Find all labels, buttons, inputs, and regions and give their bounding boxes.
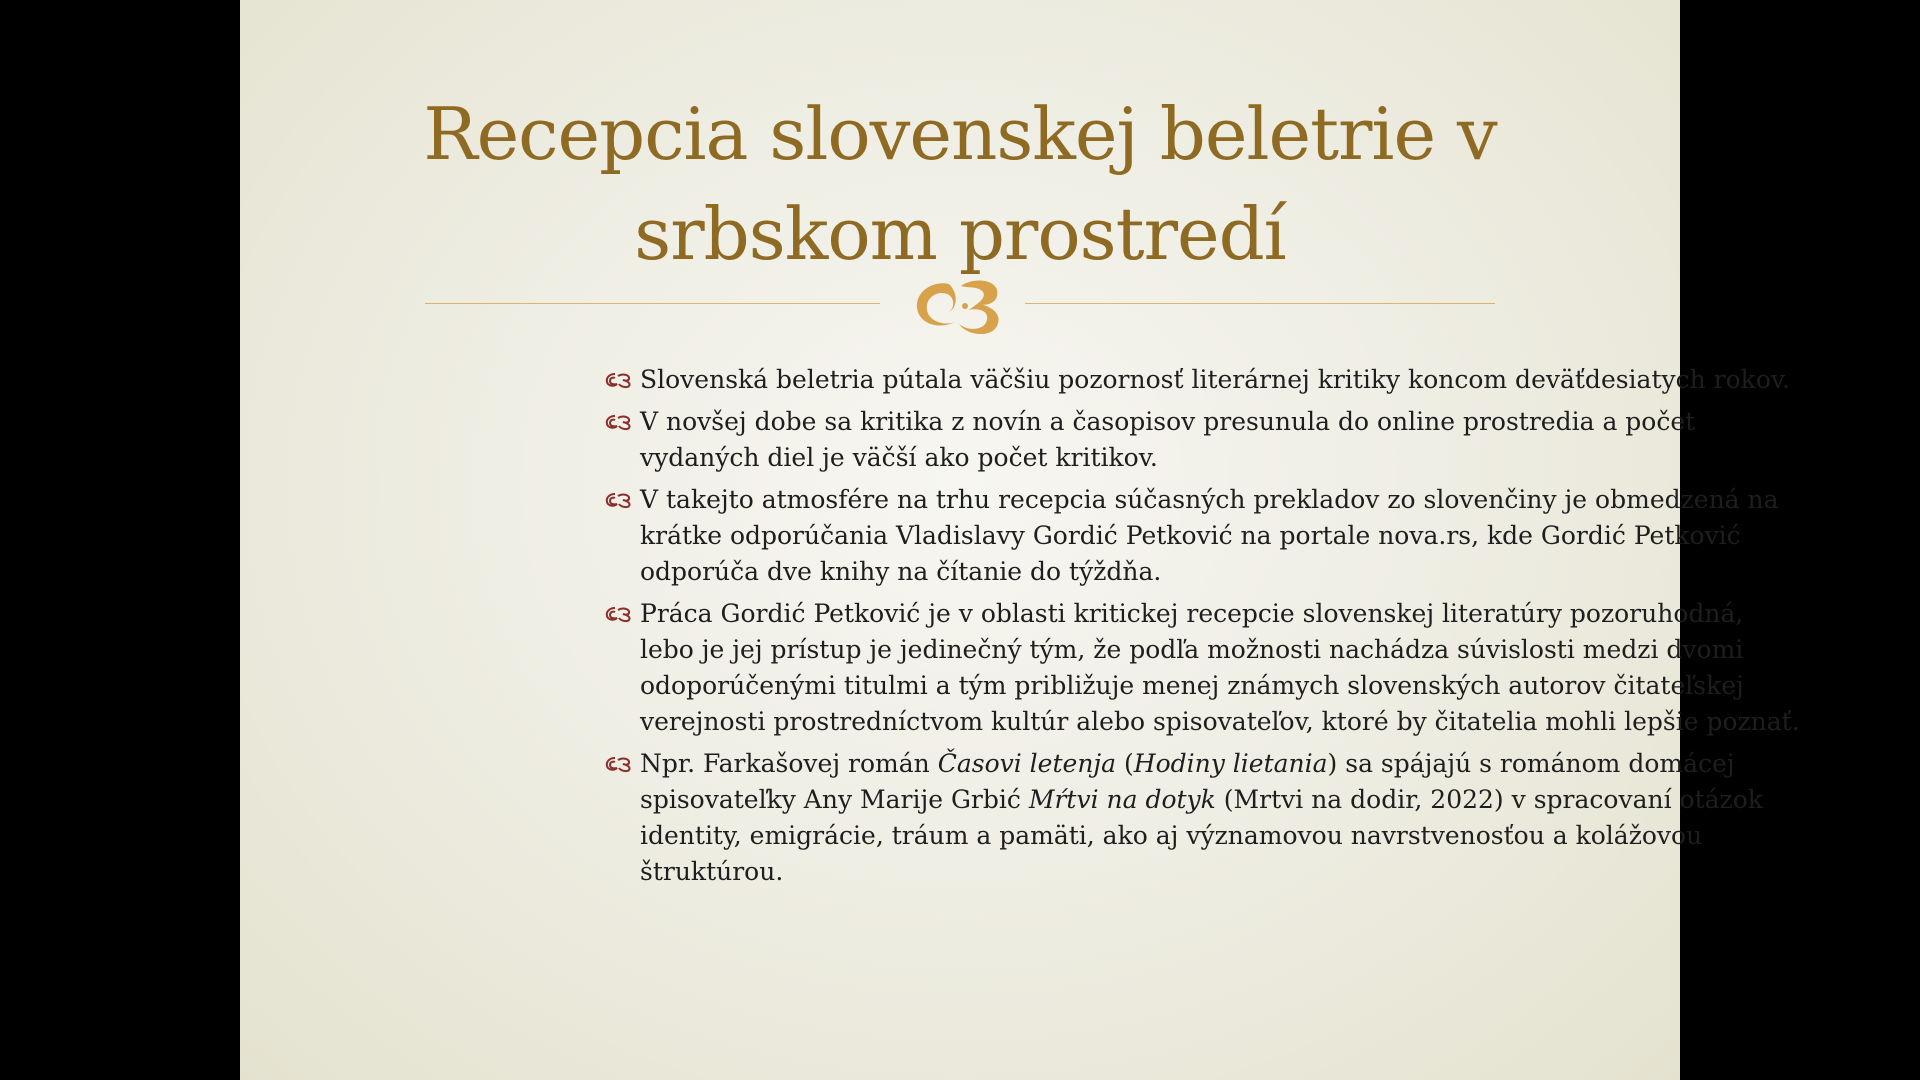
bullet-text-5-italic-2: Hodiny lietania xyxy=(1133,749,1328,778)
ornament-flourish-icon xyxy=(905,270,1015,340)
slide xyxy=(240,0,1800,1080)
bullet-text-1: Slovenská beletria pútala väčšiu pozornosť literárnej kritiky koncom deväťdesiatych rokov. xyxy=(640,365,1790,394)
bullet-text-5-part-2: ( xyxy=(1116,749,1134,778)
slide-title-line-1: Recepcia slovenskej beletrie v xyxy=(423,92,1497,176)
curl-bullet-icon xyxy=(605,606,633,622)
slide-title-line-2: srbskom prostredí xyxy=(634,192,1286,276)
bullet-list xyxy=(605,362,1805,896)
slide-title xyxy=(240,84,1680,284)
bullet-item-5 xyxy=(605,746,1805,890)
title-divider xyxy=(425,270,1495,340)
bullet-item-3 xyxy=(605,482,1805,590)
divider-line-right xyxy=(1025,303,1495,304)
curl-bullet-icon xyxy=(605,414,633,430)
bullet-text-3: V takejto atmosfére na trhu recepcia súčasných prekladov zo slovenčiny je obmedzená na krátke odporúčania Vladislavy Gordić Petković na portale nova.rs, kde Gordić Petković odporúča dve knihy na čítanie do týždňa. xyxy=(640,485,1779,586)
bullet-text-5-italic-3: Mŕtvi na dotyk xyxy=(1028,785,1216,814)
bullet-item-1 xyxy=(605,362,1805,398)
curl-bullet-icon xyxy=(605,756,633,772)
bullet-text-2: V novšej dobe sa kritika z novín a časopisov presunula do online prostredia a počet vydaných diel je väčší ako počet kritikov. xyxy=(640,407,1696,472)
bullet-text-5-part-4: (Mrtvi na dodir, 2022) v spracovaní otázok identity, emigrácie, tráum a pamäti, ako aj významovou navrstvenosťou a kolážovou štruktúrou. xyxy=(640,785,1763,886)
curl-bullet-icon xyxy=(605,492,633,508)
bullet-item-4 xyxy=(605,596,1805,740)
divider-line-left xyxy=(425,303,880,304)
curl-bullet-icon xyxy=(605,372,633,388)
bullet-text-5-part-3: ) sa spájajú s románom domácej spisovateľky Any Marije Grbić xyxy=(640,749,1735,814)
bullet-item-2 xyxy=(605,404,1805,476)
bullet-text-5-part-1: Npr. Farkašovej román xyxy=(640,749,938,778)
bullet-text-5-italic-1: Časovi letenja xyxy=(937,749,1117,778)
bullet-text-4: Práca Gordić Petković je v oblasti kritickej recepcie slovenskej literatúry pozoruhodná, lebo je jej prístup je jedinečný tým, že podľa možnosti nachádza súvislosti medzi dvomi odoporúčenými titulmi a tým približuje menej známych slovenských autorov čitateľskej verejnosti prostredníctvom kultúr alebo spisovateľov, ktoré by čitatelia mohli lepšie poznať. xyxy=(640,599,1800,736)
